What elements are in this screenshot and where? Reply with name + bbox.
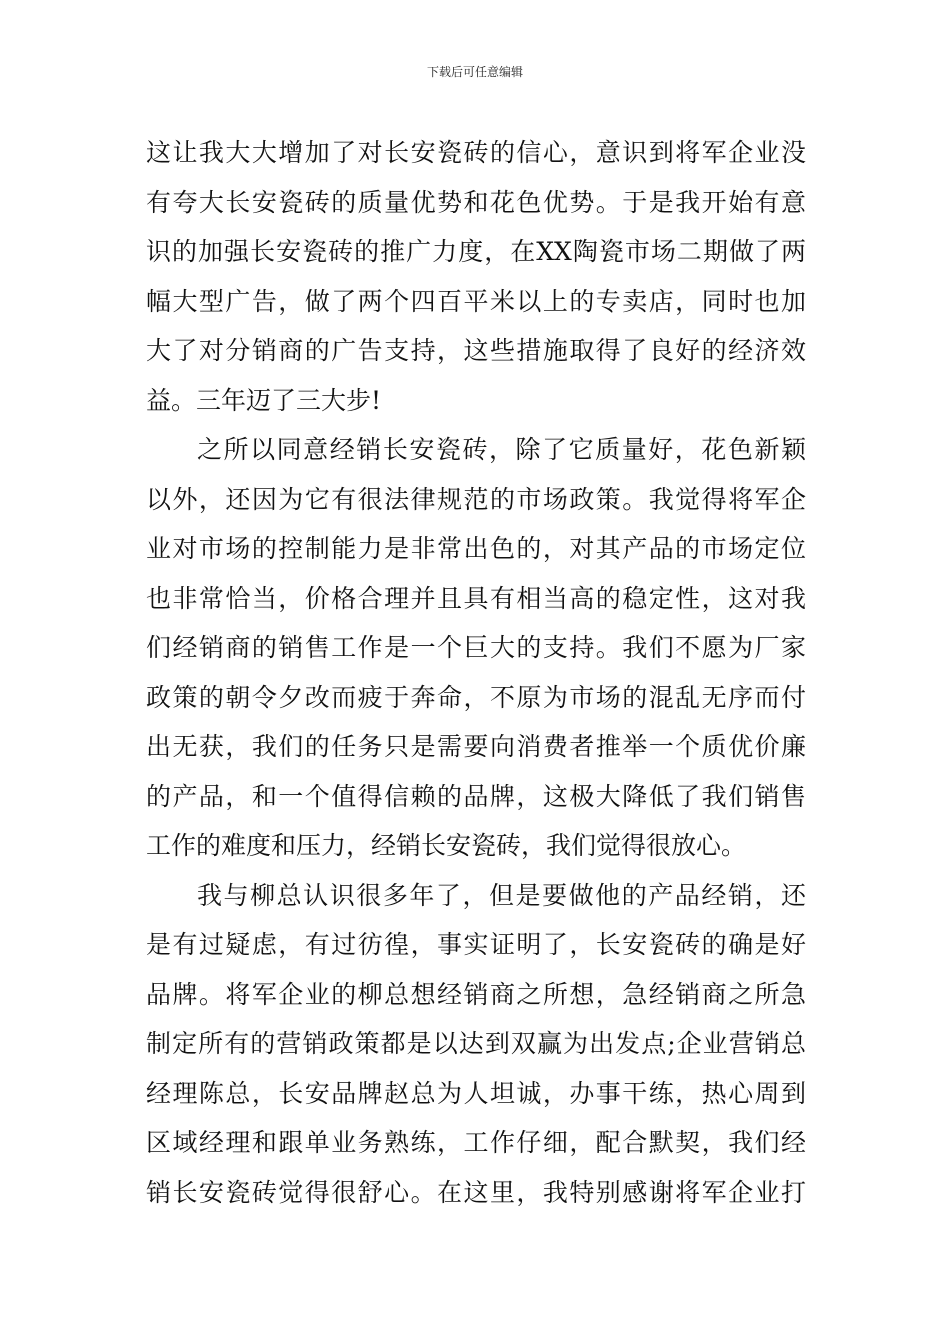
text-line: 也非常恰当，价格合理并且具有相当高的稳定性，这对我 — [146, 583, 806, 613]
text-line: 的产品，和一个值得信赖的品牌，这极大降低了我们销售 — [146, 781, 806, 811]
text-line: 出无获，我们的任务只是需要向消费者推举一个质优价廉 — [146, 732, 806, 761]
text-line: 益。三年迈了三大步! — [146, 385, 382, 415]
page-header: 下载后可任意编辑 — [426, 65, 523, 79]
text-line: 业对市场的控制能力是非常出色的，对其产品的市场定位 — [146, 534, 806, 563]
text-line: 识的加强长安瓷砖的推广力度，在XX陶瓷市场二期做了两 — [146, 237, 806, 266]
text-line: 幅大型广告，做了两个四百平米以上的专卖店，同时也加 — [146, 286, 806, 316]
text-line: 品牌。将军企业的柳总想经销商之所想，急经销商之所急 — [146, 979, 806, 1009]
text-line: 销长安瓷砖觉得很舒心。在这里，我特别感谢将军企业打 — [146, 1177, 806, 1207]
text-line: 区域经理和跟单业务熟练，工作仔细，配合默契，我们经 — [146, 1128, 806, 1157]
text-line: 大了对分销商的广告支持，这些措施取得了良好的经济效 — [146, 336, 806, 365]
document-body — [146, 128, 806, 1217]
text-line: 工作的难度和压力，经销长安瓷砖，我们觉得很放心。 — [146, 831, 747, 860]
text-line: 政策的朝令夕改而疲于奔命，不原为市场的混乱无序而付 — [146, 682, 806, 712]
paragraph-3 — [146, 871, 806, 1218]
text-line: 之所以同意经销长安瓷砖，除了它质量好，花色新颖 — [197, 435, 806, 464]
paragraph-1 — [146, 128, 806, 425]
paragraph-2 — [146, 425, 806, 871]
text-line: 制定所有的营销政策都是以达到双赢为出发点;企业营销总 — [146, 1029, 806, 1058]
text-line: 这让我大大增加了对长安瓷砖的信心，意识到将军企业没 — [146, 138, 806, 167]
text-line: 们经销商的销售工作是一个巨大的支持。我们不愿为厂家 — [146, 633, 806, 662]
text-line: 是有过疑虑，有过彷徨，事实证明了，长安瓷砖的确是好 — [146, 930, 806, 959]
text-line: 经理陈总，长安品牌赵总为人坦诚，办事干练，热心周到 — [146, 1078, 806, 1108]
text-line: 我与柳总认识很多年了，但是要做他的产品经销，还 — [197, 880, 806, 910]
text-line: 以外，还因为它有很法律规范的市场政策。我觉得将军企 — [146, 484, 806, 514]
text-line: 有夸大长安瓷砖的质量优势和花色优势。于是我开始有意 — [146, 187, 806, 217]
